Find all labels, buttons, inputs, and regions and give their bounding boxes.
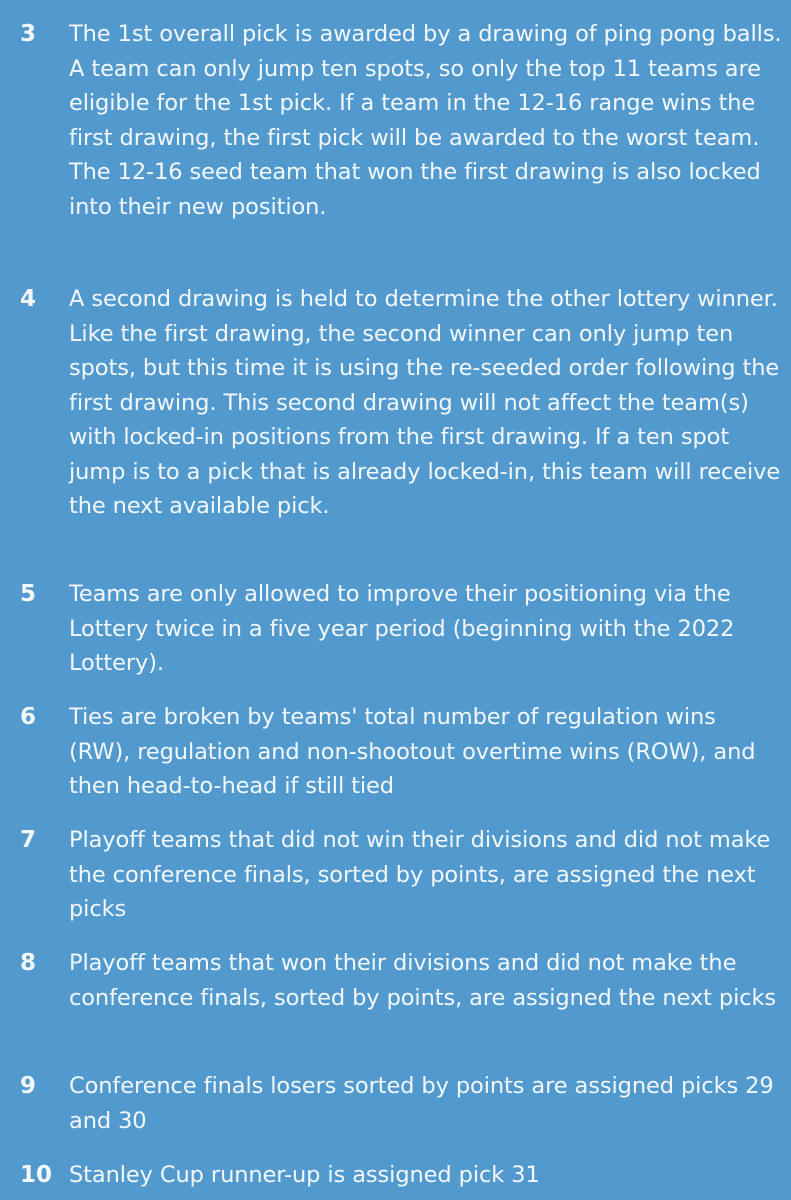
rule-number: 8 xyxy=(20,950,37,976)
rule-text: Teams are only allowed to improve their positioning via the Lottery twice in a five year period (beginning with the 2022 Lottery). xyxy=(69,581,735,676)
rule-number: 10 xyxy=(20,1162,53,1188)
rule-text: A second drawing is held to determine the other lottery winner. Like the first drawing, the second winner can only jump ten spots, but this time it is using the re-seeded order following the first drawing. This second drawing will not affect the team(s) with locked-in positions from the first drawing. If a ten spot jump is to a pick that is already locked-in, this team will receive the next available pick. xyxy=(69,286,781,519)
rule-text: Playoff teams that won their divisions and did not make the conference finals, sorted by points, are assigned the next picks xyxy=(69,950,777,1011)
rule-number: 9 xyxy=(20,1073,37,1099)
rule-number: 7 xyxy=(20,827,37,853)
rule-number: 6 xyxy=(20,704,37,730)
rule-text: Playoff teams that did not win their divisions and did not make the conference finals, sorted by points, are assigned the next picks xyxy=(69,827,771,922)
rule-number: 4 xyxy=(20,286,37,312)
rule-number: 5 xyxy=(20,581,37,607)
rule-text: Ties are broken by teams' total number of regulation wins (RW), regulation and non-shootout overtime wins (ROW), and then head-to-head if still tied xyxy=(69,704,756,799)
rule-number: 3 xyxy=(20,21,37,47)
rule-text: The 1st overall pick is awarded by a drawing of ping pong balls. A team can only jump ten spots, so only the top 11 teams are eligible for the 1st pick. If a team in the 12-16 range wins the first drawing, the first pick will be awarded to the worst team. The 12-16 seed team that won the first drawing is also locked into their new position. xyxy=(69,21,782,220)
rule-text: Conference finals losers sorted by points are assigned picks 29 and 30 xyxy=(69,1073,774,1134)
rule-text: Stanley Cup runner-up is assigned pick 31 xyxy=(69,1162,540,1188)
